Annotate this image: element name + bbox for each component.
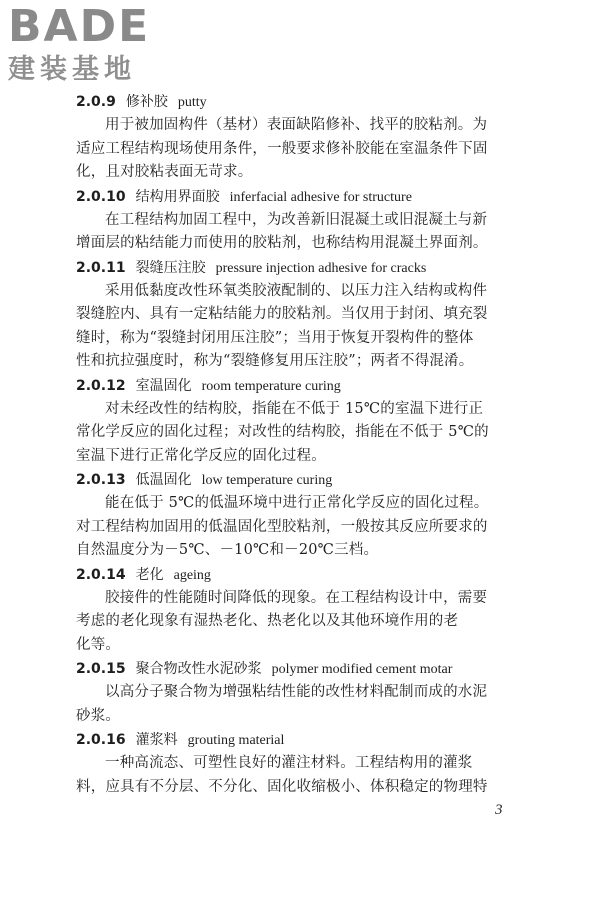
clause-number: 2.0.14	[76, 566, 126, 583]
term-heading	[76, 728, 526, 752]
definition-line: 对工程结构加固用的低温固化型胶粘剂，一般按其反应所要求的	[76, 518, 488, 535]
term-english: ageing	[173, 567, 211, 583]
term-entry	[76, 728, 526, 799]
clause-number: 2.0.12	[76, 377, 126, 394]
logo-subtitle: 建装基地	[8, 54, 136, 85]
definition-line: 缝时，称为“裂缝封闭用压注胶”；当用于恢复开裂构件的整体	[76, 329, 474, 346]
definition-line: 采用低黏度改性环氧类胶液配制的、以压力注入结构或构件	[105, 282, 488, 299]
term-chinese: 老化	[135, 566, 164, 583]
term-english: room temperature curing	[201, 378, 341, 394]
definition-line: 化，且对胶粘表面无苛求。	[76, 164, 253, 180]
definition-line: 性和抗拉强度时，称为“裂缝修复用压注胶”；两者不得混淆。	[76, 353, 474, 369]
term-heading	[76, 563, 526, 587]
term-english: low temperature curing	[201, 473, 333, 488]
term-entry	[76, 374, 526, 469]
term-english: pressure injection adhesive for cracks	[215, 260, 427, 276]
term-heading	[76, 185, 526, 209]
definition-line: 胶接件的性能随时间降低的现象。在工程结构设计中，需要	[105, 589, 488, 606]
term-chinese: 结构用界面胶	[135, 188, 220, 205]
definition-line: 适应工程结构现场使用条件，一般要求修补胶能在室温条件下固	[76, 140, 488, 157]
definition-line: 化等。	[76, 636, 121, 653]
clause-number: 2.0.10	[76, 188, 126, 205]
term-english: inferfacial adhesive for structure	[229, 189, 412, 205]
term-chinese: 裂缝压注胶	[135, 259, 206, 276]
term-heading	[76, 468, 526, 492]
term-english: grouting material	[187, 733, 285, 748]
term-entry	[76, 468, 526, 563]
definition-line: 增面层的粘结能力而使用的胶粘剂，也称结构用混凝土界面剂。	[76, 235, 488, 251]
definition-line: 考虑的老化现象有湿热老化、热老化以及其他环境作用的老	[76, 613, 459, 629]
term-heading	[76, 657, 526, 681]
logo	[8, 1, 178, 94]
term-chinese: 室温固化	[135, 377, 192, 394]
term-chinese: 修补胶	[125, 94, 168, 110]
term-heading	[76, 90, 526, 114]
document-body	[76, 90, 526, 799]
clause-number: 2.0.13	[76, 472, 126, 488]
definition-line: 以高分子聚合物为增强粘结性能的改性材料配制而成的水泥	[105, 684, 488, 700]
term-chinese: 低温固化	[135, 472, 192, 488]
definition-line: 用于被加固构件（基材）表面缺陷修补、找平的胶粘剂。为	[105, 117, 488, 133]
page-number: 3	[495, 802, 503, 818]
term-heading	[76, 256, 526, 280]
clause-number: 2.0.11	[76, 259, 126, 276]
clause-number: 2.0.15	[76, 661, 126, 677]
term-heading	[76, 374, 526, 398]
term-chinese: 聚合物改性水泥砂浆	[135, 661, 262, 677]
clause-number: 2.0.9	[76, 94, 116, 110]
term-english: polymer modified cement motar	[271, 662, 453, 677]
logo-wordmark: BADE	[8, 1, 151, 52]
term-english: putty	[177, 95, 207, 110]
term-entry	[76, 185, 526, 256]
definition-line: 一种高流态、可塑性良好的灌注材料。工程结构用的灌浆	[105, 755, 473, 771]
definition-line: 常化学反应的固化过程；对改性的结构胶，指能在不低于 5℃的	[76, 424, 489, 440]
term-entry	[76, 657, 526, 728]
term-entry	[76, 256, 526, 374]
term-chinese: 灌浆料	[135, 732, 178, 748]
definition-line: 自然温度分为－5℃、－10℃和－20℃三档。	[76, 542, 379, 558]
definition-line: 室温下进行正常化学反应的固化过程。	[76, 447, 326, 464]
definition-line: 裂缝腔内、具有一定粘结能力的胶粘剂。当仅用于封闭、填充裂	[76, 306, 488, 322]
clause-number: 2.0.16	[76, 732, 126, 748]
definition-line: 在工程结构加固工程中，为改善新旧混凝土或旧混凝土与新	[105, 211, 488, 228]
definition-line: 砂浆。	[76, 707, 121, 724]
definition-line: 料，应具有不分层、不分化、固化收缩极小、体积稳定的物理特	[76, 778, 488, 795]
definition-line: 对未经改性的结构胶，指能在不低于 15℃的室温下进行正	[105, 400, 484, 417]
term-entry	[76, 90, 526, 185]
definition-line: 能在低于 5℃的低温环境中进行正常化学反应的固化过程。	[105, 495, 489, 511]
term-entry	[76, 563, 526, 658]
